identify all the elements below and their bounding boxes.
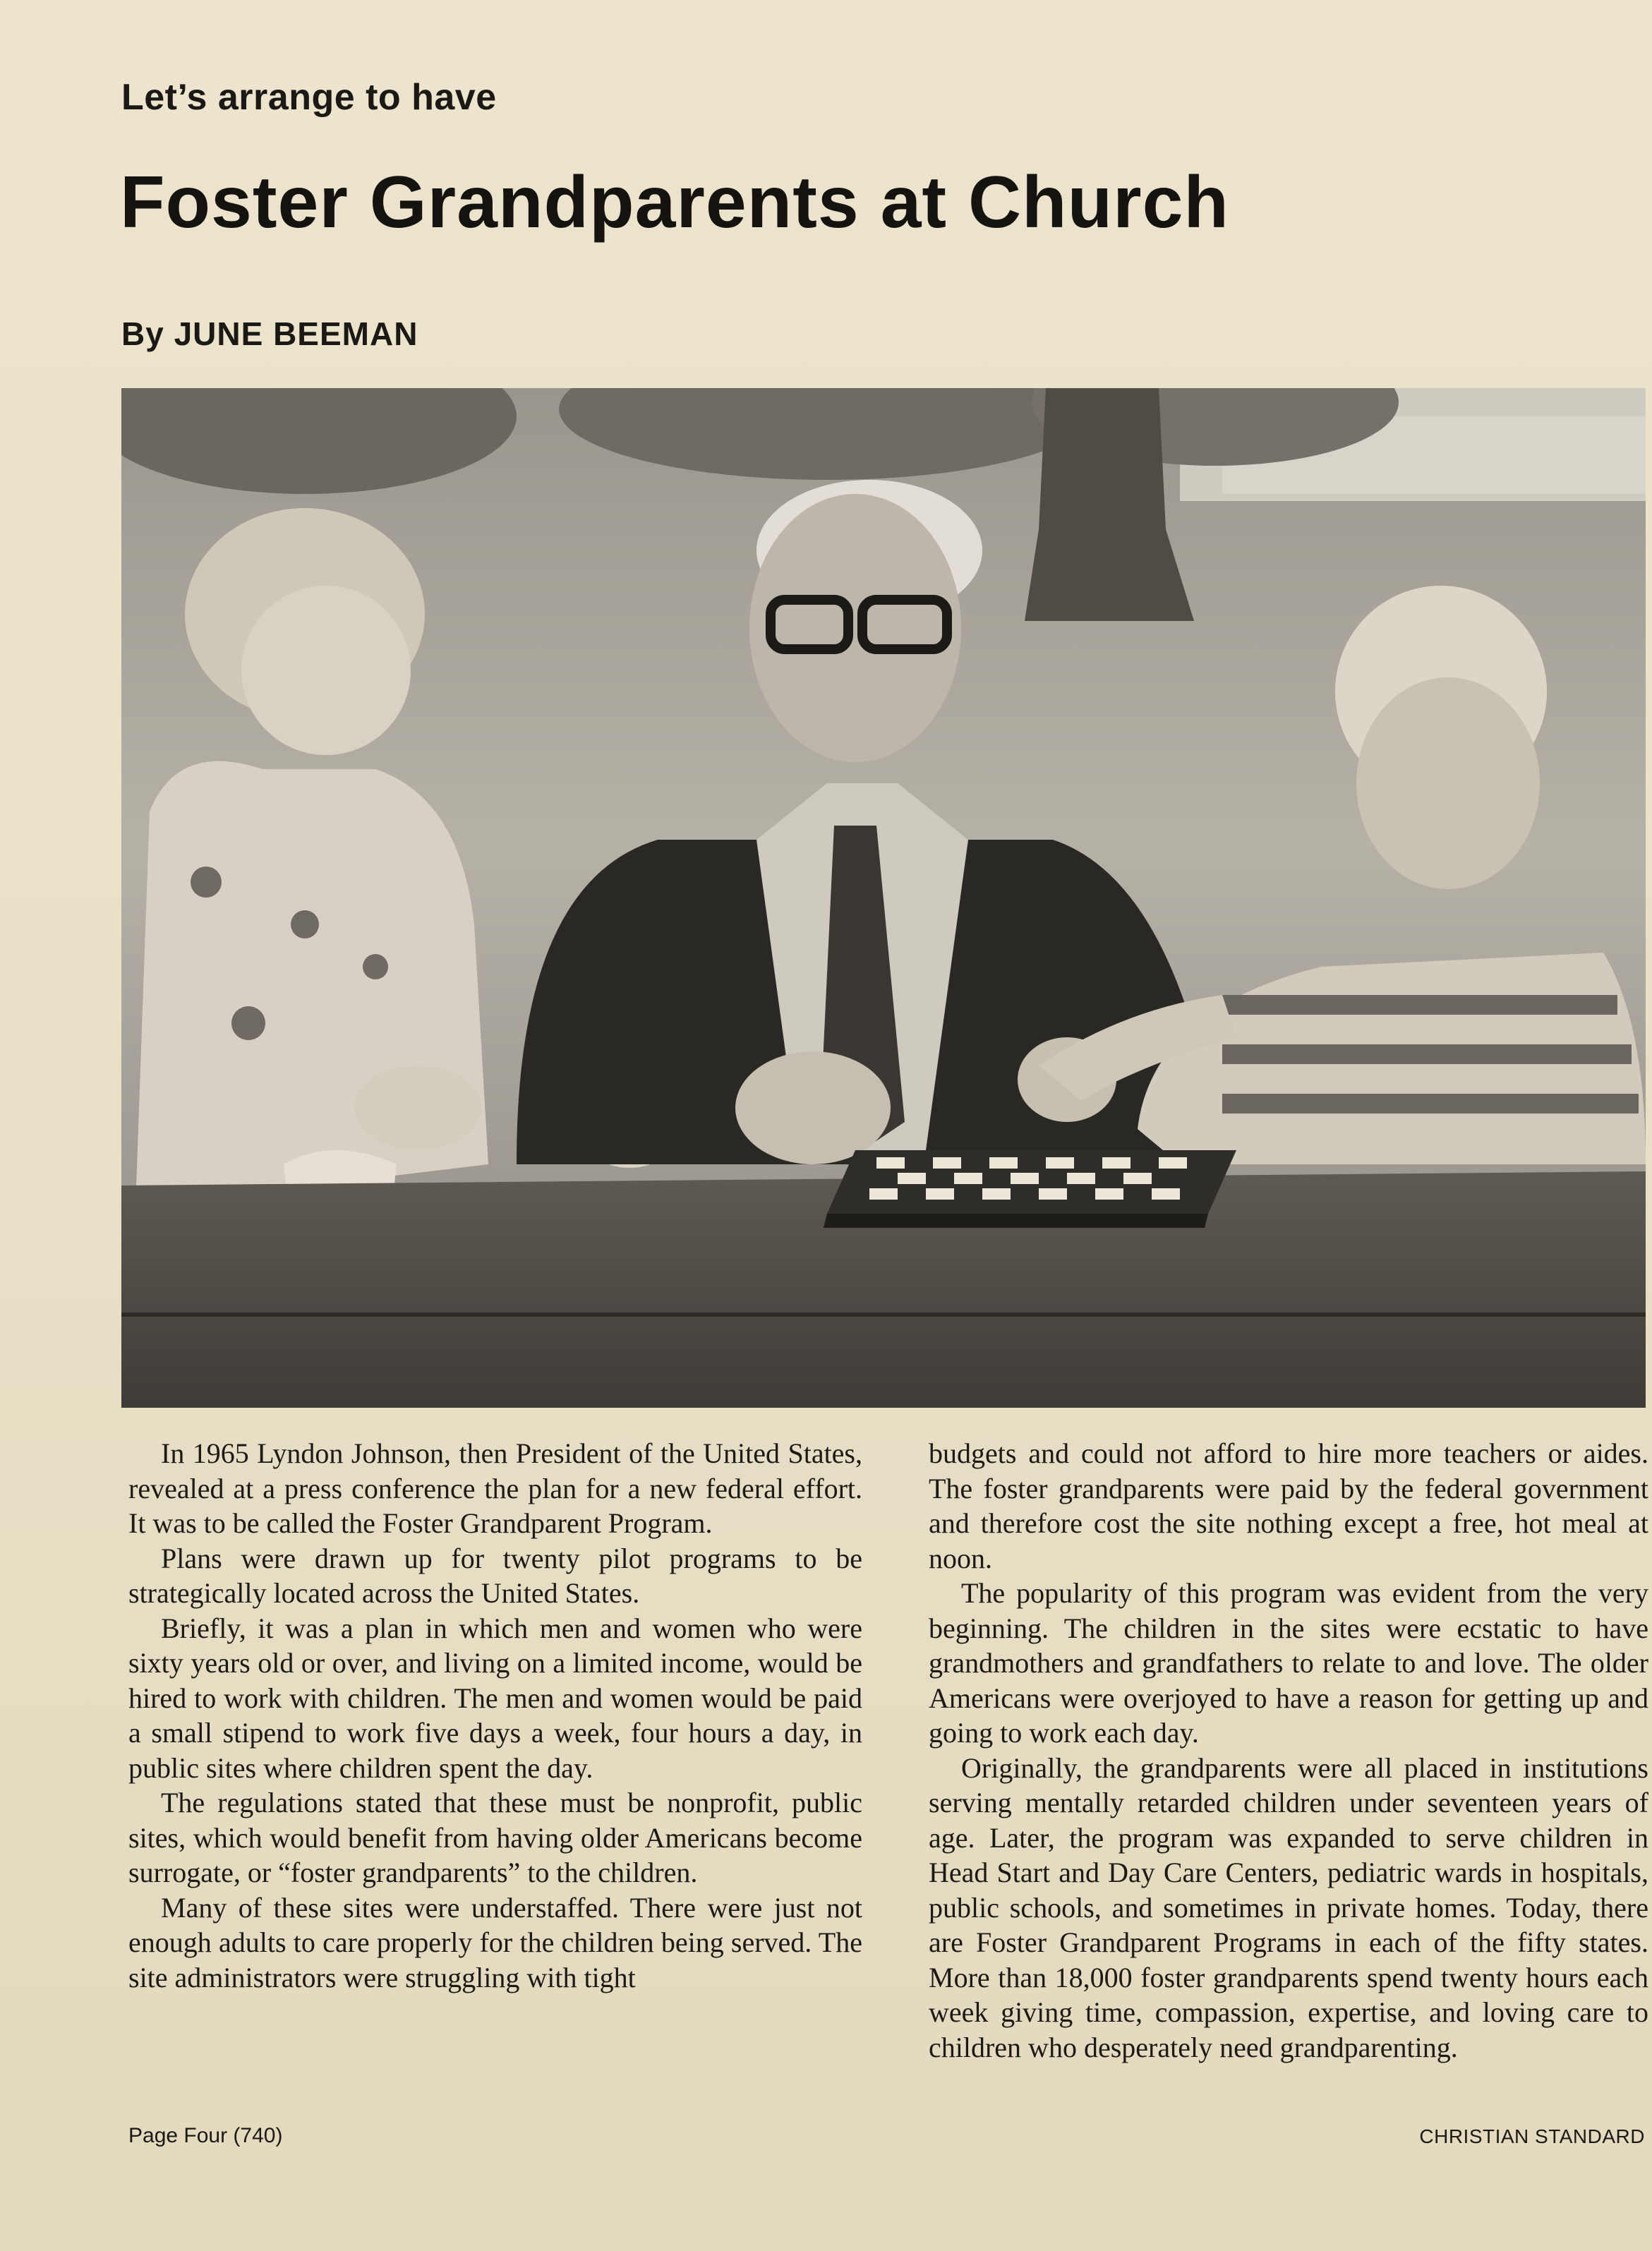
article-kicker: Let’s arrange to have [121, 77, 497, 118]
paragraph: Many of these sites were understaffed. There were just not enough adults to care properly for the children being served. The site administrators were struggling with tight [128, 1891, 862, 1993]
article-byline: By JUNE BEEMAN [121, 315, 418, 352]
publication-name: CHRISTIAN STANDARD [1419, 2125, 1645, 2147]
paragraph: The popularity of this program was evident from the very beginning. The children in the sites were ecstatic to have grandmothers and grandfathers to relate to and love. The older Americans were overjoyed to have a reason for getting up and going to work each day. [929, 1577, 1648, 1749]
body-column-left [128, 1436, 862, 1995]
paragraph: Originally, the grandparents were all placed in institutions serving mentally retarded children under seventeen years of age. Later, the program was expanded to serve children in Head Start and Day Care Centers, pediatric wards in hospitals, public schools, and sometimes in private homes. Today, there are Foster Grandparent Programs in each of the fifty states. More than 18,000 foster grandparents spend twenty hours each week giving time, compassion, expertise, and loving care to children who desperately need grandparenting. [929, 1751, 1648, 2063]
paragraph: The regulations stated that these must be nonprofit, public sites, which would benefit from having older Americans become surrogate, or “foster grandparents” to the children. [128, 1787, 862, 1888]
checkerboard [824, 1150, 1236, 1228]
body-column-right [929, 1436, 1648, 2065]
paragraph: Plans were drawn up for twenty pilot programs to be strategically located across the United States. [128, 1542, 862, 1609]
article-title: Foster Grandparents at Church [120, 162, 1229, 243]
page-number: Page Four (740) [128, 2124, 283, 2147]
paragraph: Briefly, it was a plan in which men and women who were sixty years old or over, and living on a limited income, would be hired to work with children. The men and women would be paid a small stipend to work five days a week, four hours a day, in public sites where children spent the day. [128, 1612, 862, 1784]
paragraph: budgets and could not afford to hire more teachers or aides. The foster grandparents were paid by the federal government and therefore cost the site nothing except a free, hot meal at noon. [929, 1437, 1648, 1574]
article-photo [121, 388, 1646, 1408]
paragraph: In 1965 Lyndon Johnson, then President of the United States, revealed at a press conference the plan for a new federal effort. It was to be called the Foster Grandparent Program. [128, 1437, 862, 1539]
